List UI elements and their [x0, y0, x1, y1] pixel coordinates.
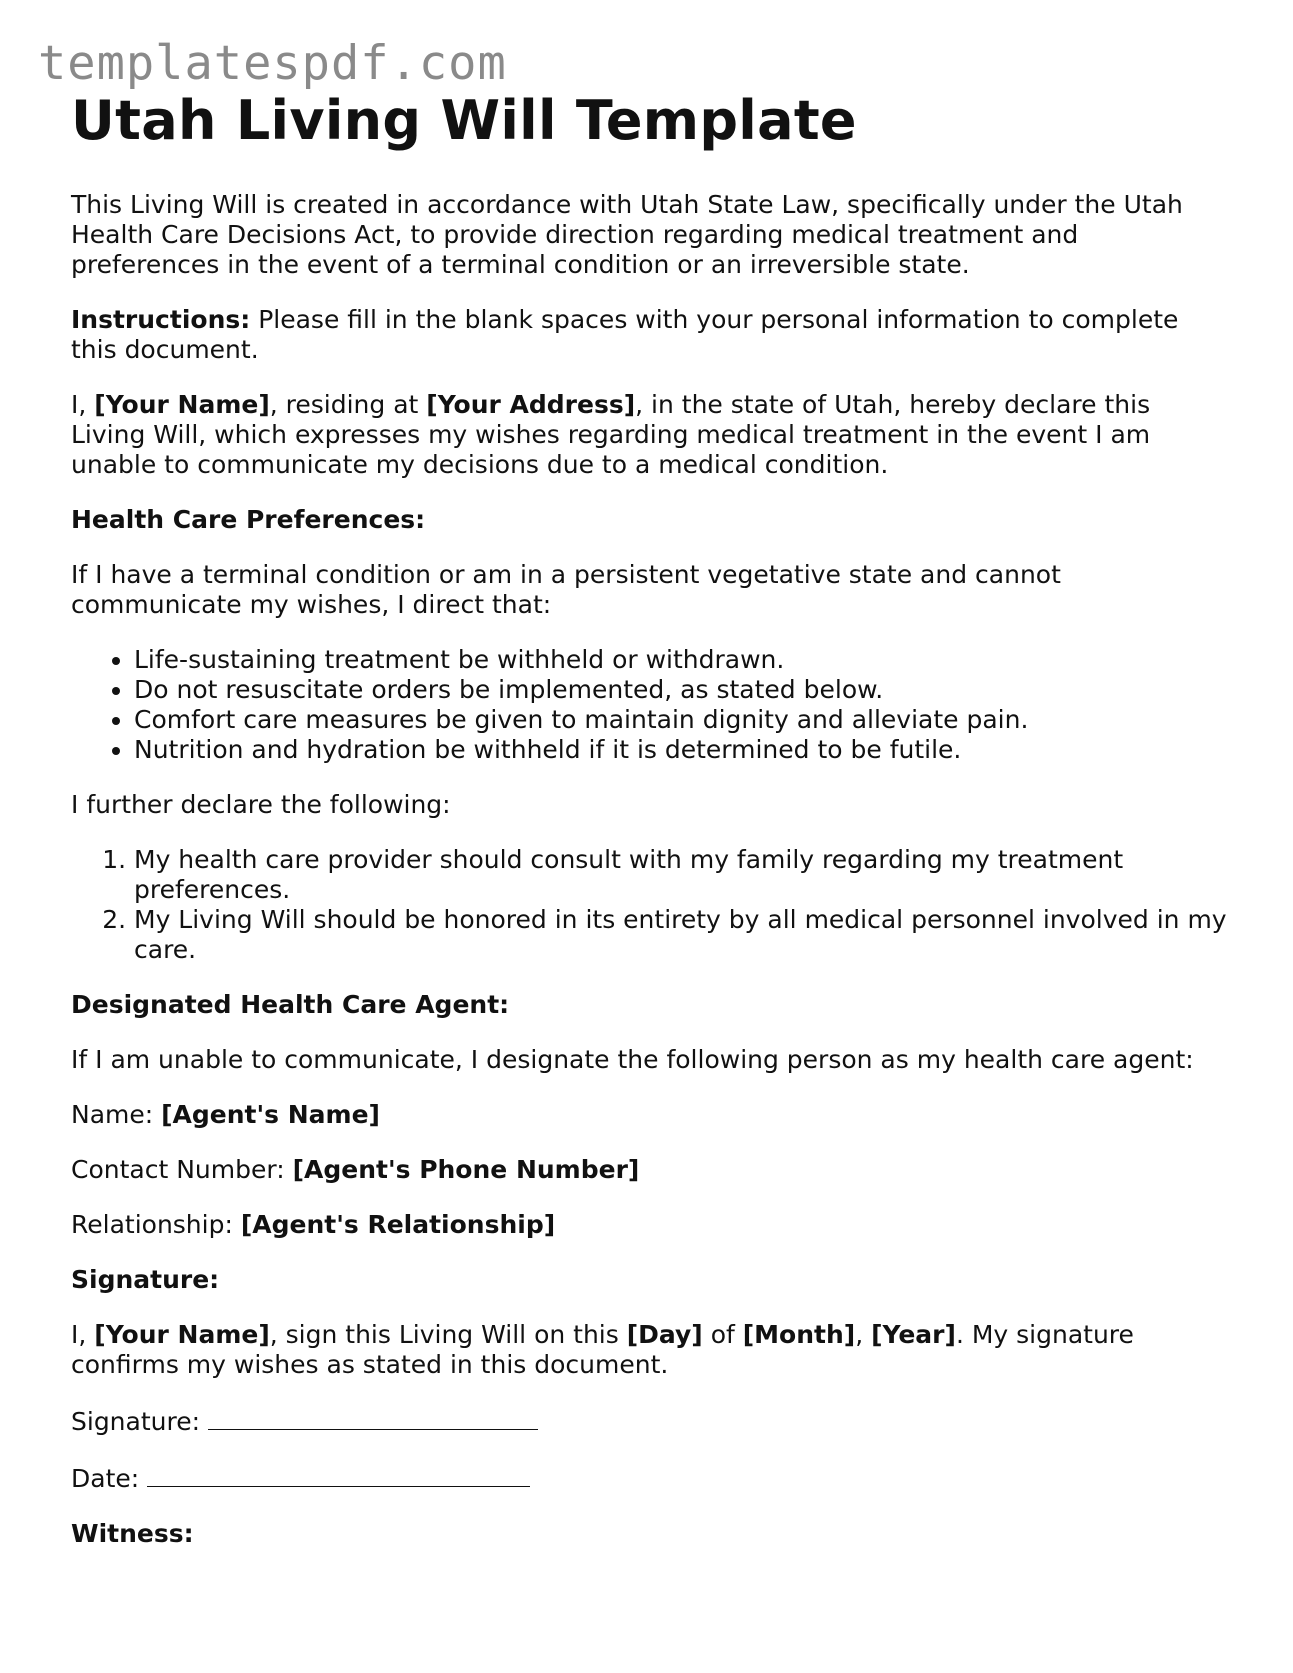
list-item: • Life-sustaining treatment be withheld or withdrawn.	[134, 645, 1231, 675]
further-lead: I further declare the following:	[71, 790, 451, 819]
month-placeholder: [Month]	[742, 1320, 856, 1349]
witness-heading: Witness:	[71, 1519, 194, 1548]
list-item: 2. My Living Will should be honored in its entirety by all medical personnel involved in my care.	[134, 905, 1231, 965]
preferences-lead: If I have a terminal condition or am in a persistent vegetative state and cannot communicate my wishes, I direct that:	[71, 560, 1061, 619]
signature-prefix: I,	[71, 1320, 95, 1349]
declaration-paragraph	[71, 390, 1231, 480]
signer-name-placeholder: [Your Name]	[94, 1320, 270, 1349]
list-item: 1. My health care provider should consult with my family regarding my treatment preferences.	[134, 845, 1231, 905]
intro-paragraph: This Living Will is created in accordance with Utah State Law, specifically under the Utah Health Care Decisions Act, to provide direction regarding medical treatment and preferences in the event of a terminal condition or an irreversible state.	[71, 190, 1183, 279]
agent-name-label: Name:	[71, 1100, 162, 1129]
signature-field-label: Signature:	[71, 1407, 208, 1436]
instructions-text: Please fill in the blank spaces with your personal information to complete this document.	[71, 305, 1179, 364]
page-title: Utah Living Will Template	[71, 89, 857, 152]
preferences-list	[71, 645, 1231, 765]
declaration-suffix: , in the state of Utah, hereby declare this Living Will, which expresses my wishes regarding medical treatment in the event I am unable to communicate my decisions due to a medical condition.	[71, 390, 1151, 479]
date-field-line	[71, 1462, 1231, 1494]
agent-relationship-line	[71, 1210, 1231, 1240]
instructions-label: Instructions:	[71, 305, 251, 334]
agent-phone-placeholder: [Agent's Phone Number]	[292, 1155, 640, 1184]
agent-relationship-placeholder: [Agent's Relationship]	[240, 1210, 556, 1239]
preferences-heading: Health Care Preferences:	[71, 505, 426, 534]
your-name-placeholder: [Your Name]	[94, 390, 270, 419]
year-placeholder: [Year]	[871, 1320, 956, 1349]
list-item: • Comfort care measures be given to maintain dignity and alleviate pain.	[134, 705, 1231, 735]
signature-field-line	[71, 1405, 1231, 1437]
signature-mid3: ,	[855, 1320, 872, 1349]
document-page	[71, 88, 1231, 1574]
signature-suffix: . My signature confirms my wishes as stated in this document.	[71, 1320, 1134, 1379]
agent-name-placeholder: [Agent's Name]	[161, 1100, 380, 1129]
signature-mid1: , sign this Living Will on this	[269, 1320, 627, 1349]
instructions-paragraph	[71, 305, 1231, 365]
declaration-mid: , residing at	[269, 390, 427, 419]
agent-lead: If I am unable to communicate, I designate the following person as my health care agent:	[71, 1045, 1194, 1074]
your-address-placeholder: [Your Address]	[426, 390, 636, 419]
agent-phone-line	[71, 1155, 1231, 1185]
watermark: templatespdf.com	[38, 36, 507, 91]
signature-paragraph	[71, 1320, 1231, 1380]
signature-blank-line[interactable]	[208, 1405, 538, 1430]
agent-relationship-label: Relationship:	[71, 1210, 241, 1239]
day-placeholder: [Day]	[626, 1320, 703, 1349]
list-item: • Do not resuscitate orders be implemented, as stated below.	[134, 675, 1231, 705]
date-blank-line[interactable]	[147, 1462, 530, 1487]
further-list	[71, 845, 1231, 965]
list-item: • Nutrition and hydration be withheld if it is determined to be futile.	[134, 735, 1231, 765]
agent-name-line	[71, 1100, 1231, 1130]
signature-mid2: of	[702, 1320, 743, 1349]
agent-heading: Designated Health Care Agent:	[71, 990, 510, 1019]
signature-heading: Signature:	[71, 1265, 220, 1294]
declaration-prefix: I,	[71, 390, 95, 419]
date-field-label: Date:	[71, 1464, 148, 1493]
agent-phone-label: Contact Number:	[71, 1155, 293, 1184]
